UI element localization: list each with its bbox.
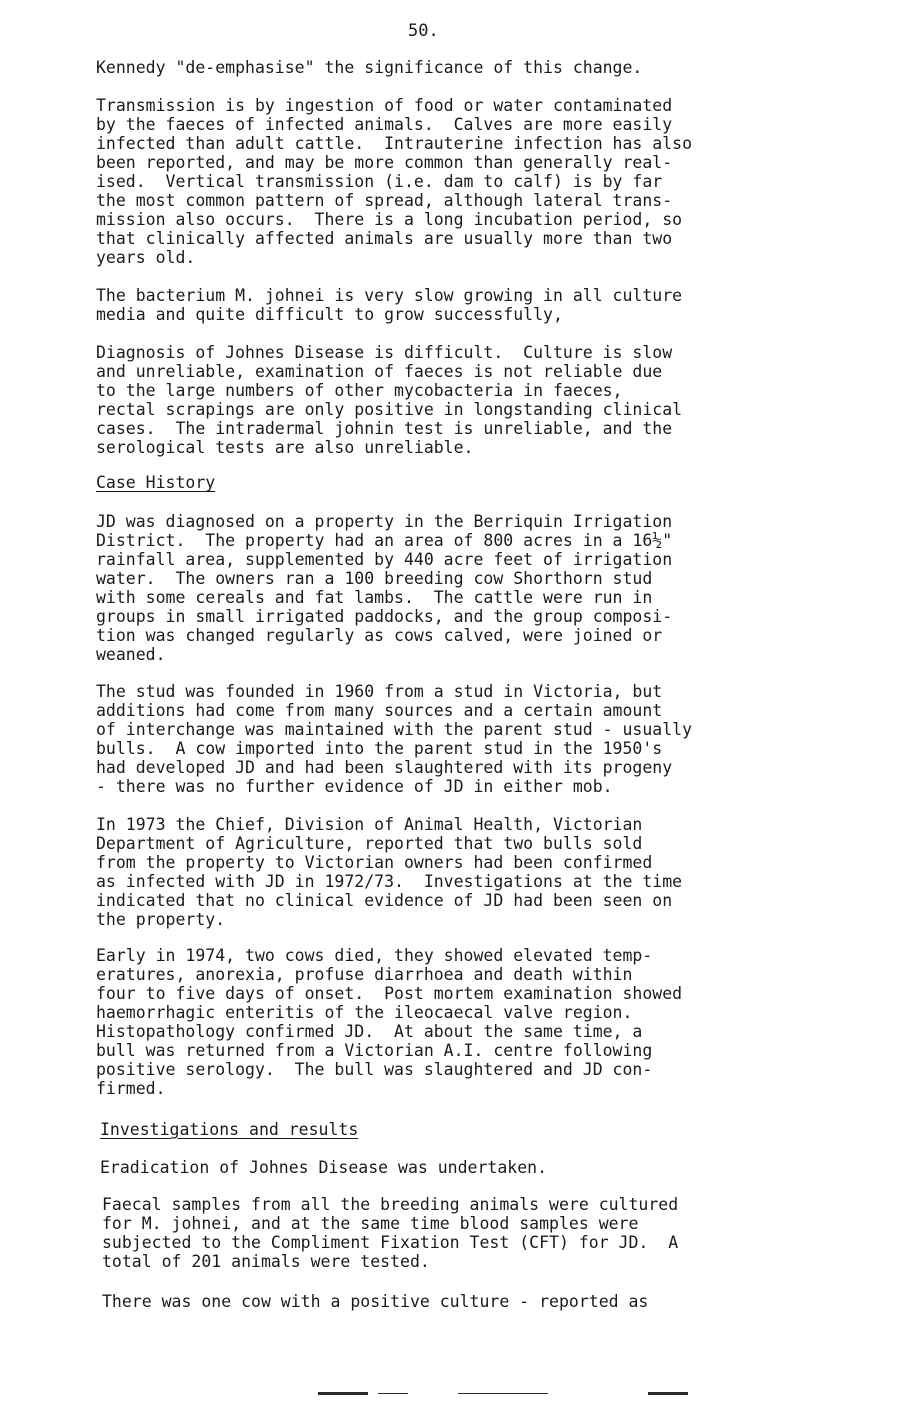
text-line: positive serology. The bull was slaughtered and JD con- [96,1060,653,1079]
text-line: that clinically affected animals are usually more than two [96,229,673,248]
text-line: additions had come from many sources and a certain amount [96,701,663,720]
text-line: Histopathology confirmed JD. At about the same time, a [96,1022,643,1041]
text-line: Department of Agriculture, reported that two bulls sold [96,834,643,853]
text-line: had developed JD and had been slaughtered with its progeny [96,758,673,777]
text-line: In 1973 the Chief, Division of Animal Health, Victorian [96,815,643,834]
paragraph-1974 [96,946,796,1098]
text-line: media and quite difficult to grow successfully, [96,305,563,324]
text-line: Diagnosis of Johnes Disease is difficult. Culture is slow [96,343,673,362]
text-line: water. The owners ran a 100 breeding cow Shorthorn stud [96,569,653,588]
text-line: cases. The intradermal johnin test is unreliable, and the [96,419,673,438]
text-line: four to five days of onset. Post mortem examination showed [96,984,683,1003]
text-line: Transmission is by ingestion of food or water contaminated [96,96,673,115]
section-heading-case-history [96,473,796,492]
text-line: - there was no further evidence of JD in either mob. [96,777,613,796]
text-line: rainfall area, supplemented by 440 acre feet of irrigation [96,550,673,569]
text-line: The stud was founded in 1960 from a stud in Victoria, but [96,682,663,701]
text-line: bull was returned from a Victorian A.I. centre following [96,1041,653,1060]
text-line: haemorrhagic enteritis of the ileocaecal valve region. [96,1003,633,1022]
text-line: tion was changed regularly as cows calved, were joined or [96,626,663,645]
paragraph-property [96,512,796,664]
text-line: Early in 1974, two cows died, they showed elevated temp- [96,946,653,965]
heading-text: Case History [96,473,216,492]
paragraph-positive-culture [102,1292,802,1311]
text-line: been reported, and may be more common than generally real- [96,153,673,172]
text-line: firmed. [96,1079,166,1098]
text-line: infected than adult cattle. Intrauterine infection has also [96,134,693,153]
paragraph-diagnosis [96,343,796,457]
text-line: and unreliable, examination of faeces is not reliable due [96,362,663,381]
paragraph-intro-line [96,58,796,77]
text-line: weaned. [96,645,166,664]
paragraph-eradication [100,1158,800,1177]
heading-text: Investigations and results [100,1120,359,1139]
text-line: Faecal samples from all the breeding animals were cultured [102,1195,679,1214]
text-line: There was one cow with a positive culture - reported as [102,1292,649,1311]
text-line: for M. johnei, and at the same time blood samples were [102,1214,639,1233]
text-line: years old. [96,248,196,267]
text-line: The bacterium M. johnei is very slow growing in all culture [96,286,683,305]
section-heading-investigations [100,1120,800,1139]
text-line: subjected to the Compliment Fixation Test (CFT) for JD. A [102,1233,679,1252]
text-line: of interchange was maintained with the parent stud - usually [96,720,693,739]
text-line: District. The property had an area of 800 acres in a 16½" [96,531,673,550]
text-line: serological tests are also unreliable. [96,438,474,457]
paragraph-bacterium [96,286,796,324]
text-line: the most common pattern of spread, although lateral trans- [96,191,673,210]
text-line: indicated that no clinical evidence of JD had been seen on [96,891,673,910]
text-line: mission also occurs. There is a long incubation period, so [96,210,683,229]
scan-artifact-mark [318,1390,688,1396]
text-line: by the faeces of infected animals. Calves are more easily [96,115,673,134]
text-line: rectal scrapings are only positive in longstanding clinical [96,400,683,419]
text-line: with some cereals and fat lambs. The cattle were run in [96,588,653,607]
text-line: JD was diagnosed on a property in the Berriquin Irrigation [96,512,673,531]
text-line: as infected with JD in 1972/73. Investigations at the time [96,872,683,891]
paragraph-1973 [96,815,796,929]
text-line: the property. [96,910,226,929]
text-line: eratures, anorexia, profuse diarrhoea and death within [96,965,633,984]
text-line: Eradication of Johnes Disease was undertaken. [100,1158,548,1177]
text-line: Kennedy "de-emphasise" the significance of this change. [96,58,643,77]
text-line: total of 201 animals were tested. [102,1252,430,1271]
text-line: bulls. A cow imported into the parent stud in the 1950's [96,739,663,758]
text-line: to the large numbers of other mycobacteria in faeces, [96,381,623,400]
paragraph-stud [96,682,796,796]
text-line: ised. Vertical transmission (i.e. dam to calf) is by far [96,172,663,191]
text-line: from the property to Victorian owners had been confirmed [96,853,653,872]
paragraph-transmission [96,96,796,267]
paragraph-faecal-samples [102,1195,802,1271]
page-number: 50. [408,21,439,41]
text-line: groups in small irrigated paddocks, and the group composi- [96,607,673,626]
